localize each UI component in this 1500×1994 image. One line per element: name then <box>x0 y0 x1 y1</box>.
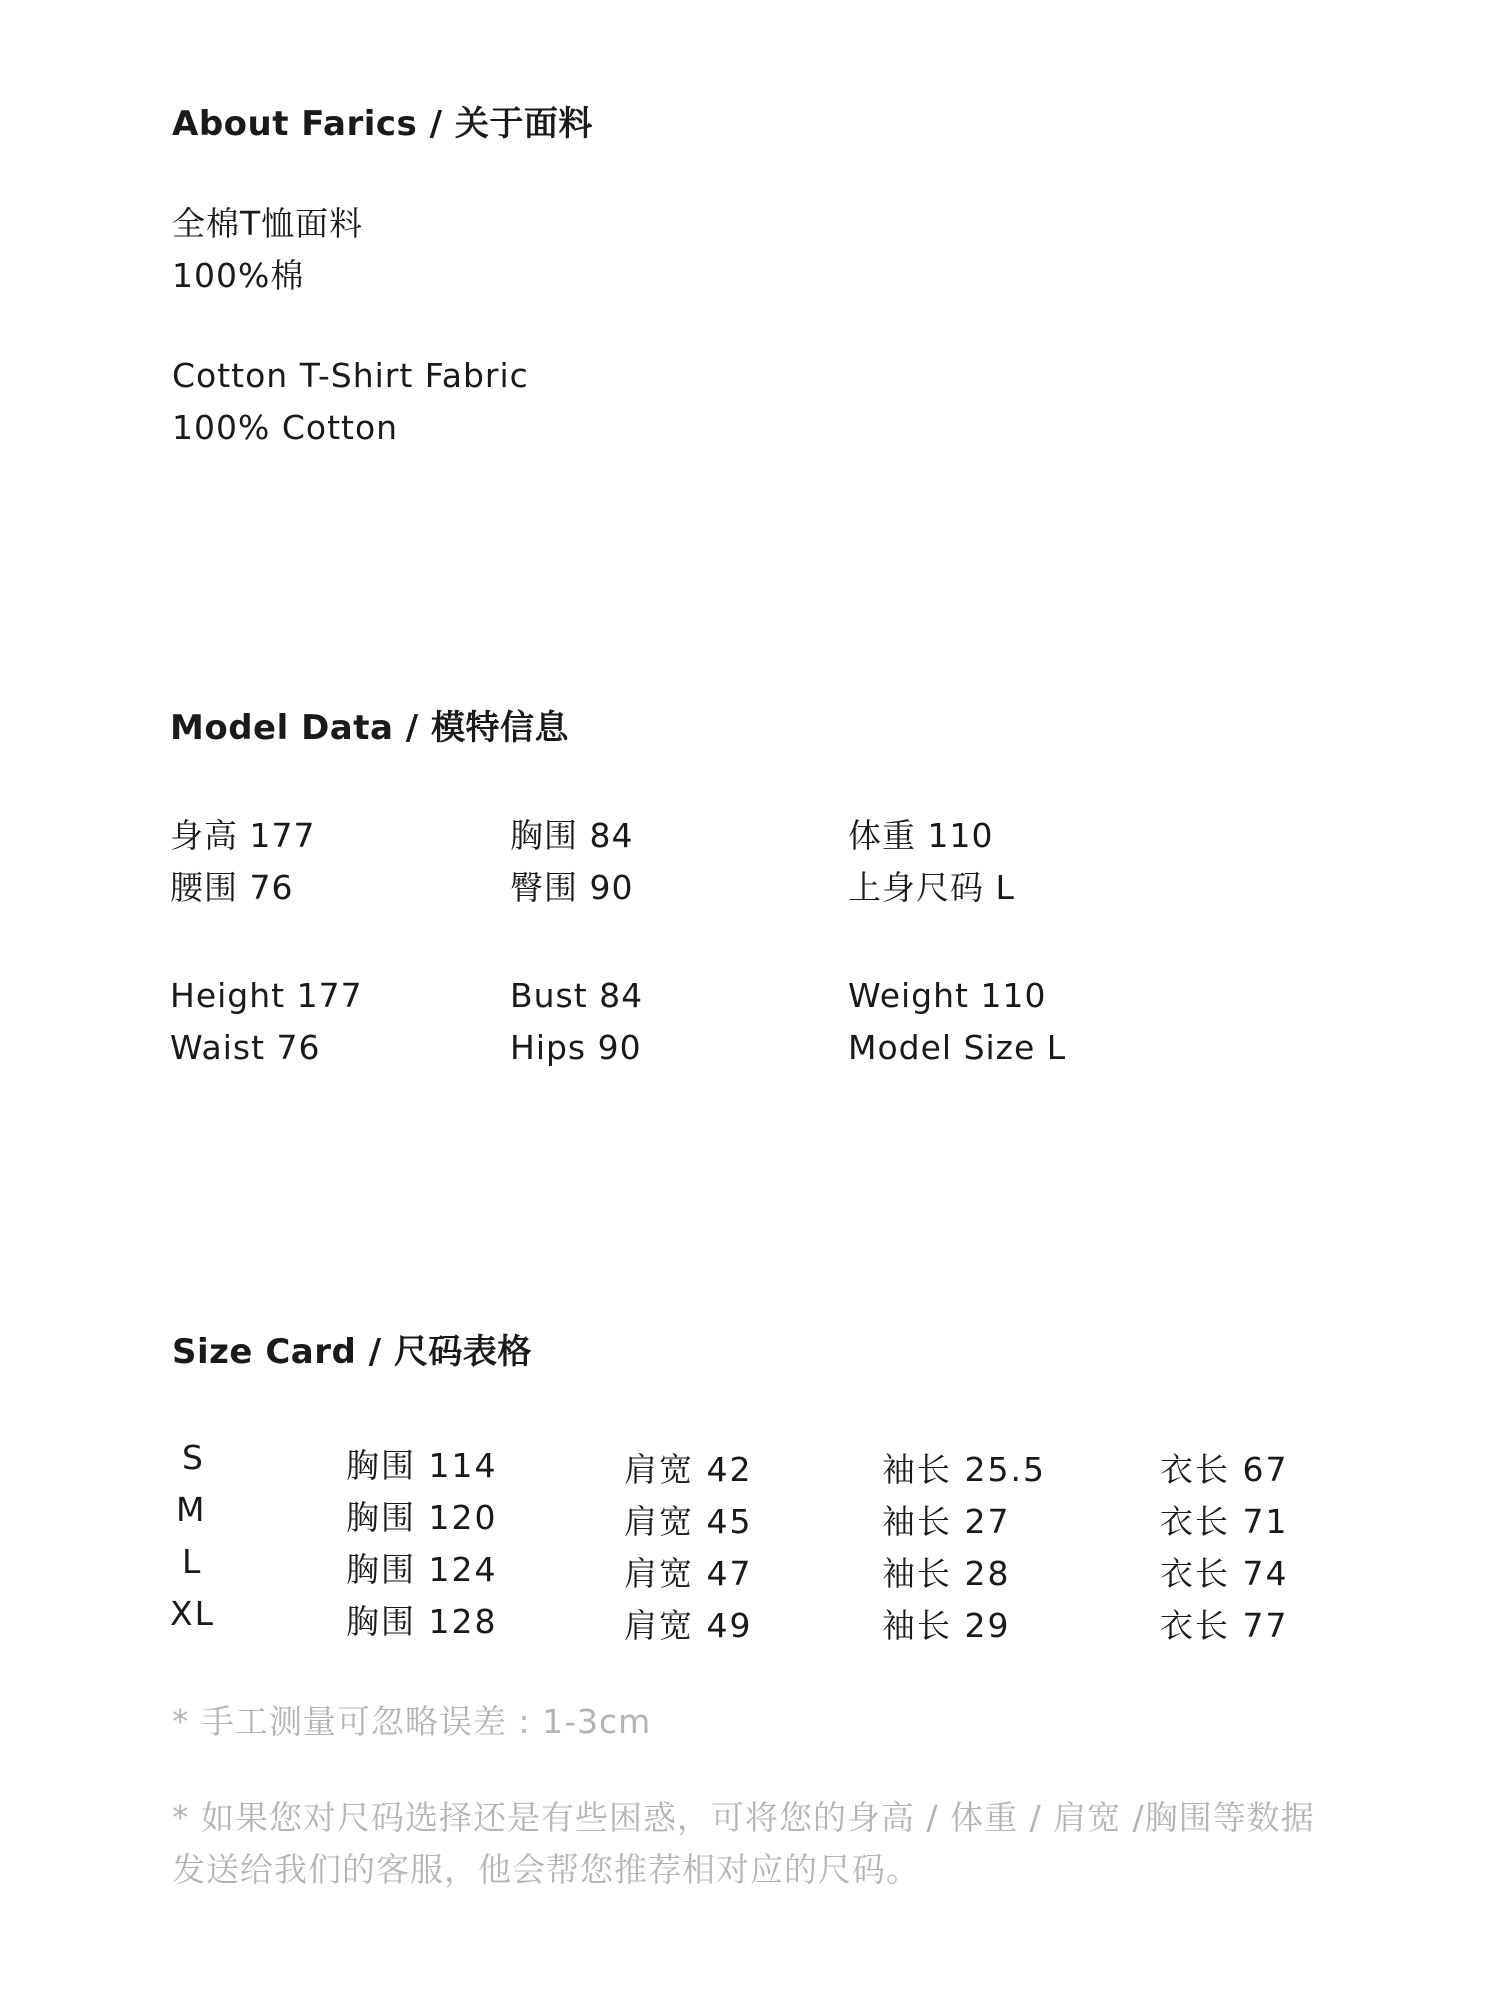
model-bust-en: Bust 84 <box>510 976 644 1015</box>
size-chest: 胸围 124 <box>346 1550 498 1589</box>
fabric-heading: About Farics / 关于面料 <box>172 104 593 144</box>
measurement-note: * 手工测量可忽略误差 : 1-3cm <box>172 1702 652 1741</box>
size-sleeve: 袖长 27 <box>882 1502 1011 1541</box>
size-label: L <box>182 1542 203 1581</box>
model-size-cn: 上身尺码 L <box>848 868 1015 907</box>
size-sleeve: 袖长 28 <box>882 1554 1011 1593</box>
size-length: 衣长 71 <box>1160 1502 1289 1541</box>
fabric-cn-name: 全棉T恤面料 <box>172 204 364 243</box>
size-label: M <box>176 1490 207 1529</box>
size-chest: 胸围 120 <box>346 1498 498 1537</box>
size-card-heading: Size Card / 尺码表格 <box>172 1332 532 1372</box>
size-label: XL <box>170 1594 215 1633</box>
model-size-en: Model Size L <box>848 1028 1067 1067</box>
model-heading: Model Data / 模特信息 <box>170 708 570 748</box>
size-advice-note: * 如果您对尺码选择还是有些困惑，可将您的身高 / 体重 / 肩宽 /胸围等数据发送给我们的客服，他会帮您推荐相对应的尺码。 <box>172 1798 1315 1889</box>
model-bust-cn: 胸围 84 <box>510 816 634 855</box>
model-weight-en: Weight 110 <box>848 976 1047 1015</box>
size-chest: 胸围 114 <box>346 1446 498 1485</box>
fabric-en-name: Cotton T-Shirt Fabric <box>172 356 529 395</box>
size-label: S <box>182 1438 205 1477</box>
model-height-cn: 身高 177 <box>170 816 316 855</box>
size-length: 衣长 77 <box>1160 1606 1289 1645</box>
size-shoulder: 肩宽 42 <box>624 1450 753 1489</box>
fabric-en-content: 100% Cotton <box>172 408 399 447</box>
size-length: 衣长 74 <box>1160 1554 1289 1593</box>
size-sleeve: 袖长 29 <box>882 1606 1011 1645</box>
model-weight-cn: 体重 110 <box>848 816 994 855</box>
size-shoulder: 肩宽 45 <box>624 1502 753 1541</box>
model-hips-cn: 臀围 90 <box>510 868 634 907</box>
size-shoulder: 肩宽 47 <box>624 1554 753 1593</box>
model-waist-en: Waist 76 <box>170 1028 321 1067</box>
size-sleeve: 袖长 25.5 <box>882 1450 1046 1489</box>
size-shoulder: 肩宽 49 <box>624 1606 753 1645</box>
fabric-cn-content: 100%棉 <box>172 256 305 295</box>
model-height-en: Height 177 <box>170 976 363 1015</box>
model-waist-cn: 腰围 76 <box>170 868 294 907</box>
model-hips-en: Hips 90 <box>510 1028 642 1067</box>
size-chest: 胸围 128 <box>346 1602 498 1641</box>
size-length: 衣长 67 <box>1160 1450 1289 1489</box>
